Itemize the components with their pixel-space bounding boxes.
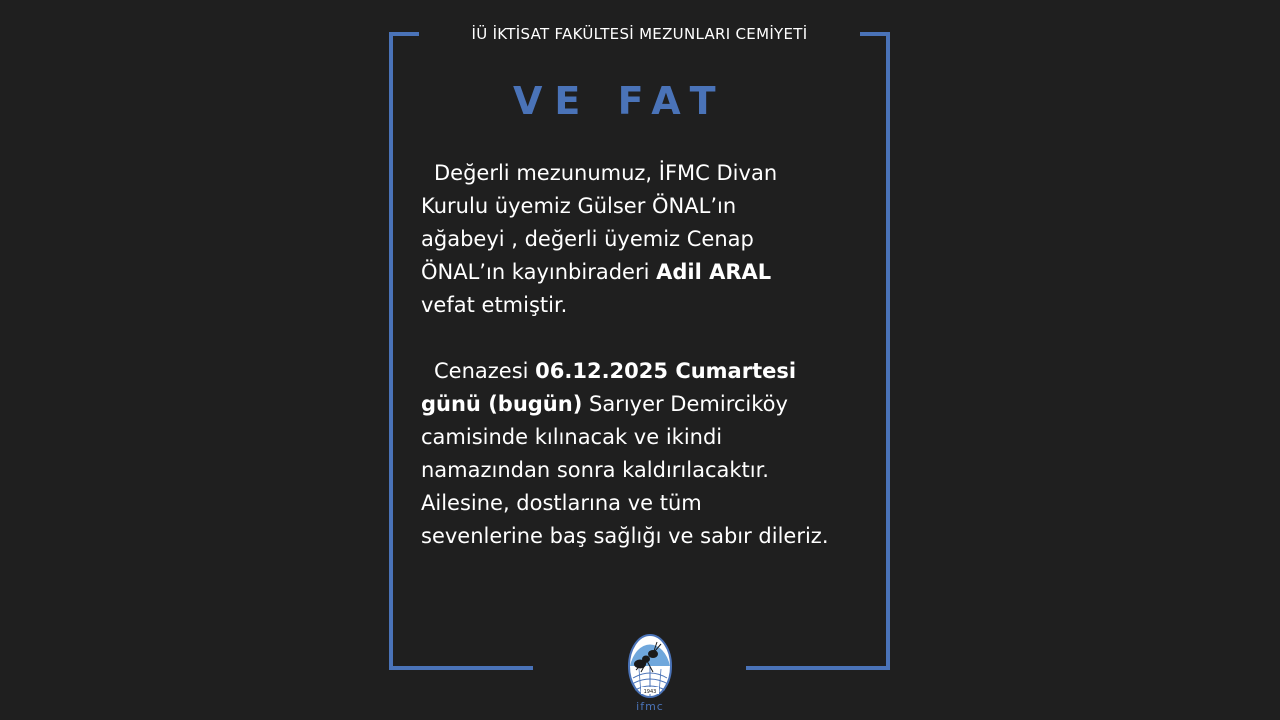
announcement-title: VE FAT — [513, 79, 728, 123]
frame-top-right-border — [860, 32, 890, 36]
paragraph-line: Ailesine, dostlarına ve tüm — [421, 491, 702, 515]
paragraph-line: namazından sonra kaldırılacaktır. — [421, 458, 769, 482]
paragraph-line: vefat etmiştir. — [421, 293, 568, 317]
logo-year: 1943 — [643, 689, 657, 695]
funeral-date: 06.12.2025 Cumartesi — [535, 359, 797, 383]
paragraph-line: camisinde kılınacak ve ikindi — [421, 425, 723, 449]
announcement-paragraph-1 — [421, 157, 881, 322]
frame-left-border — [389, 32, 393, 670]
frame-bottom-left-border — [389, 666, 533, 670]
paragraph-line: Cenazesi 06.12.2025 Cumartesi — [434, 359, 797, 383]
frame-right-border — [886, 32, 890, 670]
paragraph-line: Kurulu üyemiz Gülser ÖNAL’ın — [421, 194, 737, 218]
deceased-name: Adil ARAL — [656, 260, 772, 284]
frame-bottom-right-border — [746, 666, 890, 670]
paragraph-line: ÖNAL’ın kayınbiraderi Adil ARAL — [421, 260, 772, 284]
paragraph-line: günü (bugün) Sarıyer Demirciköy — [421, 392, 788, 416]
paragraph-line: Değerli mezunumuz, İFMC Divan — [434, 161, 778, 185]
funeral-day: günü (bugün) — [421, 392, 583, 416]
paragraph-line: sevenlerine baş sağlığı ve sabır dileriz. — [421, 524, 829, 548]
logo-label: ifmc — [636, 700, 664, 713]
frame-top-left-border — [389, 32, 419, 36]
organization-name: İÜ İKTİSAT FAKÜLTESİ MEZUNLARI CEMİYETİ — [471, 25, 808, 43]
ifmc-logo-icon — [627, 632, 673, 700]
paragraph-line: ağabeyi , değerli üyemiz Cenap — [421, 227, 754, 251]
announcement-paragraph-2 — [421, 355, 881, 553]
